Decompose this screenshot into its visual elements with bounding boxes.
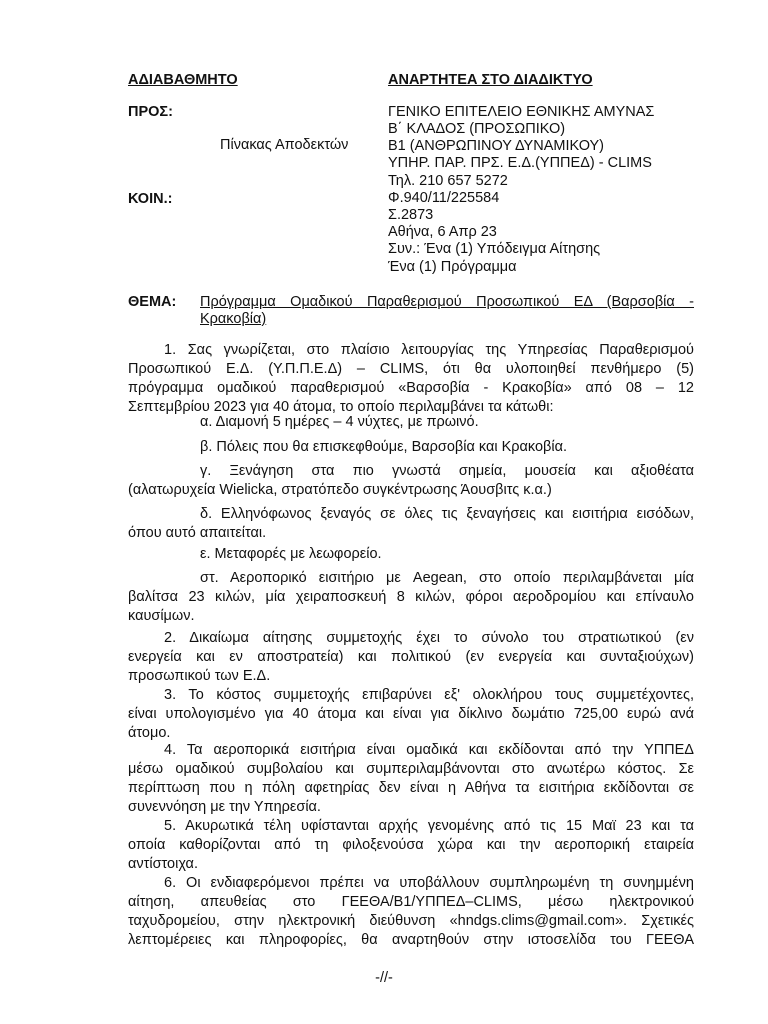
text-line: στ. Αεροπορικό εισιτήριο με Aegean, στο οποίο περιλαμβάνεται μία bbox=[200, 570, 694, 586]
text-line: (αλατωρυχεία Wielicka, στρατόπεδο συγκέντρωσης Άουσβιτς κ.α.) bbox=[128, 482, 552, 498]
item-b bbox=[200, 438, 694, 457]
sender-line: Β1 (ΑΝΘΡΩΠΙΝΟΥ ΔΥΝΑΜΙΚΟΥ) bbox=[388, 138, 605, 154]
text-line: 1. Σας γνωρίζεται, στο πλαίσιο λειτουργίας της Υπηρεσίας Παραθερισμού bbox=[164, 342, 694, 358]
attachments-line: Ένα (1) Πρόγραμμα bbox=[388, 259, 517, 275]
text-line: προσωπικού των Ε.Δ. bbox=[128, 668, 271, 684]
text-line: γ. Ξενάγηση στα πιο γνωστά σημεία, μουσεία και αξιοθέατα bbox=[200, 463, 694, 479]
text-line: πρόγραμμα ομαδικού παραθερισμού «Βαρσοβία - Κρακοβία» από 08 – 12 bbox=[128, 380, 694, 396]
text-line: όπου αυτό απαιτείται. bbox=[128, 525, 267, 541]
text-line: 3. Το κόστος συμμετοχής επιβαρύνει εξ' ολοκλήρου τους συμμετέχοντες, bbox=[164, 687, 694, 703]
text-line: περίπτωση που η πόλη αφετηρίας δεν είναι η Αθήνα τα εισιτήρια εκδίδονται σε bbox=[128, 780, 694, 796]
classification-label: ΑΔΙΑΒΑΘΜΗΤΟ bbox=[128, 72, 238, 88]
text-line: αντίστοιχα. bbox=[128, 856, 198, 872]
paragraph-4 bbox=[128, 741, 694, 817]
paragraph-6 bbox=[128, 874, 694, 950]
to-label: ΠΡΟΣ: bbox=[128, 104, 173, 120]
subject-line: Κρακοβία) bbox=[200, 311, 267, 327]
text-line: συνεννόηση με την Υπηρεσία. bbox=[128, 799, 321, 815]
text-line: 2. Δικαίωμα αίτησης συμμετοχής έχει το σύνολο του στρατιωτικού (εν bbox=[164, 630, 694, 646]
page-footer-marker: -//- bbox=[375, 970, 393, 986]
text-line: δ. Ελληνόφωνος ξεναγός σε όλες τις ξεναγήσεις και εισιτήρια εισόδων, bbox=[200, 506, 694, 522]
subject-line: Πρόγραμμα Ομαδικού Παραθερισμού Προσωπικού ΕΔ (Βαρσοβία - bbox=[200, 294, 694, 310]
paragraph-5 bbox=[128, 817, 694, 874]
text-line: είναι υπολογισμένο για 40 άτομα και είναι για δίκλινο δωμάτιο 725,00 ευρώ ανά bbox=[128, 706, 694, 722]
item-d bbox=[128, 505, 694, 543]
text-line: ενεργεία και εν αποστρατεία) και πολιτικού (εν ενεργεία και συνταξιούχων) bbox=[128, 649, 694, 665]
file-number: Φ.940/11/225584 bbox=[388, 190, 500, 206]
sender-line: ΥΠΗΡ. ΠΑΡ. ΠΡΣ. Ε.Δ.(ΥΠΠΕΔ) - CLIMS bbox=[388, 155, 652, 171]
text-line: Προσωπικού Ε.Δ. (Υ.Π.Π.Ε.Δ) – CLIMS, ότι θα υλοποιηθεί πενθήμερο (5) bbox=[128, 361, 694, 377]
text-line: οποία καθορίζονται από τη φιλοξενούσα χώρα και την αεροπορική εταιρεία bbox=[128, 837, 694, 853]
text-line: ε. Μεταφορές με λεωφορείο. bbox=[200, 546, 382, 562]
date-line: Αθήνα, 6 Απρ 23 bbox=[388, 224, 497, 240]
paragraph-1 bbox=[128, 341, 694, 417]
item-st bbox=[128, 569, 694, 626]
text-line: 5. Ακυρωτικά τέλη υφίστανται αρχής γενομένης από τις 15 Μαϊ 23 και τα bbox=[164, 818, 694, 834]
paragraph-2 bbox=[128, 629, 694, 686]
text-line: 6. Οι ενδιαφερόμενοι πρέπει να υποβάλλουν συμπληρωμένη τη συνημμένη bbox=[164, 875, 694, 891]
text-line: αίτηση, απευθείας στο ΓΕΕΘΑ/Β1/ΥΠΠΕΔ–CLIMS, μέσω ηλεκτρονικού bbox=[128, 894, 694, 910]
attachments-line: Συν.: Ένα (1) Υπόδειγμα Αίτησης bbox=[388, 241, 601, 257]
text-line: 4. Τα αεροπορικά εισιτήρια είναι ομαδικά και εκδίδονται από την ΥΠΠΕΔ bbox=[164, 742, 694, 758]
item-e bbox=[200, 545, 694, 564]
text-line: β. Πόλεις που θα επισκεφθούμε, Βαρσοβία και Κρακοβία. bbox=[200, 439, 568, 455]
text-line: καυσίμων. bbox=[128, 608, 195, 624]
item-g bbox=[128, 462, 694, 500]
text-line: Σεπτεμβρίου 2023 για 40 άτομα, το οποίο περιλαμβάνει τα κάτωθι: bbox=[128, 399, 554, 415]
kin-label: ΚΟΙΝ.: bbox=[128, 191, 173, 207]
text-line: μέσω ομαδικού συμβολαίου και συμπεριλαμβάνονται στο ανωτέρω κόστος. Σε bbox=[128, 761, 694, 777]
text-line: βαλίτσα 23 κιλών, μία χειραποσκευή 8 κιλών, φόροι αεροδρομίου και επίναυλο bbox=[128, 589, 694, 605]
phone-line: Τηλ. 210 657 5272 bbox=[388, 173, 508, 189]
sender-line: ΓΕΝΙΚΟ ΕΠΙΤΕΛΕΙΟ ΕΘΝΙΚΗΣ ΑΜΥΝΑΣ bbox=[388, 104, 655, 120]
sender-line: Β΄ ΚΛΑΔΟΣ (ΠΡΟΣΩΠΙΚΟ) bbox=[388, 121, 566, 137]
text-line: λεπτομέρειες και πληροφορίες, θα αναρτηθούν στην ιστοσελίδα του ΓΕΕΘΑ bbox=[128, 932, 694, 948]
serial-number: Σ.2873 bbox=[388, 207, 434, 223]
text-line: α. Διαμονή 5 ημέρες – 4 νύχτες, με πρωινό. bbox=[200, 414, 479, 430]
subject-label: ΘΕΜΑ: bbox=[128, 294, 177, 310]
paragraph-3 bbox=[128, 686, 694, 743]
item-a bbox=[200, 413, 694, 432]
text-line: ταχυδρομείου, στην ηλεκτρονική διεύθυνση «hndgs.clims@gmail.com». Σχετικές bbox=[128, 913, 694, 929]
recipients-table-label: Πίνακας Αποδεκτών bbox=[220, 137, 349, 153]
publish-label: ΑΝΑΡΤΗΤΕΑ ΣΤΟ ΔΙΑΔΙΚΤΥΟ bbox=[388, 72, 593, 88]
text-line: άτομο. bbox=[128, 725, 171, 741]
